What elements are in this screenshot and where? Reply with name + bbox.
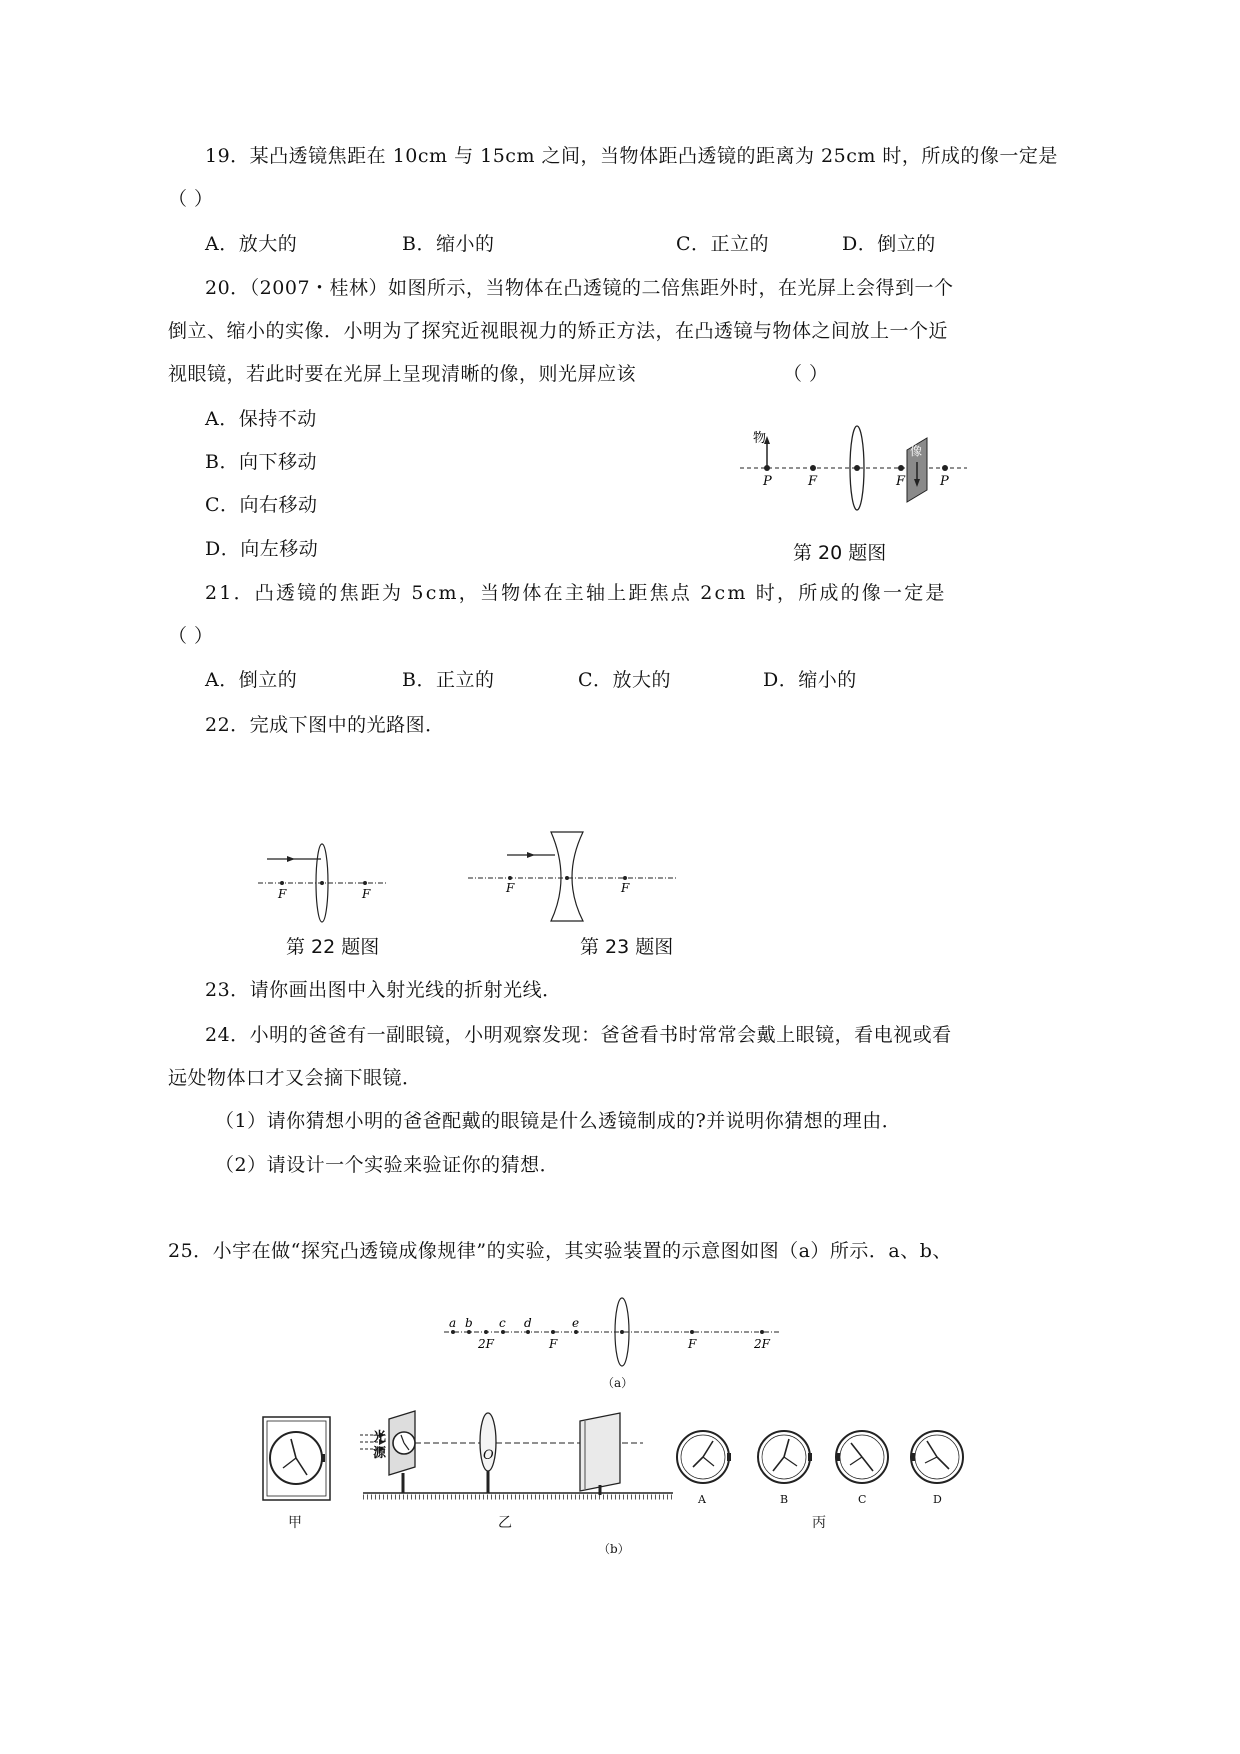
clock-option-b xyxy=(758,1431,812,1483)
incident-ray-arrow xyxy=(287,856,295,862)
figure-bing-label: 丙 xyxy=(812,1515,826,1531)
q24-sub-question-2: （2）请设计一个实验来验证你的猜想． xyxy=(215,1154,560,1176)
point-f-left xyxy=(508,876,512,880)
point-d xyxy=(526,1330,530,1334)
q25-figure-a xyxy=(440,1295,785,1370)
q25-figure-b xyxy=(255,1405,975,1545)
point-f-left xyxy=(551,1330,555,1334)
point-f-right xyxy=(690,1330,694,1334)
p-left-label: P xyxy=(763,474,772,489)
q25-figure-a-caption: （a） xyxy=(602,1376,634,1390)
q21-option-a: A．倒立的 xyxy=(205,669,298,691)
bench-screen xyxy=(580,1413,620,1495)
q20-stem-line2: 倒立、缩小的实像．小明为了探究近视眼视力的矫正方法，在凸透镜与物体之间放上一个近 xyxy=(168,320,949,342)
q20-option-c: C．向右移动 xyxy=(205,494,318,516)
q21-option-b: B．正立的 xyxy=(402,669,495,691)
figure-yi-label: 乙 xyxy=(498,1515,512,1531)
q24-sub-question-1: （1）请你猜想小明的爸爸配戴的眼镜是什么透镜制成的?并说明你猜想的理由． xyxy=(215,1110,902,1132)
f-right-label: F xyxy=(896,474,906,489)
point-p-right xyxy=(942,465,948,471)
q20-stem-line1: 20．（2007・桂林）如图所示，当物体在凸透镜的二倍焦距外时，在光屏上会得到一个 xyxy=(205,277,954,299)
figure-jia-label: 甲 xyxy=(288,1515,302,1531)
q20-figure-caption: 第 20 题图 xyxy=(793,542,887,564)
q19-stem: 19．某凸透镜焦距在 10cm 与 15cm 之间，当物体距凸透镜的距离为 25cm 时，所成的像一定是 xyxy=(205,145,1058,167)
q19-option-a: A．放大的 xyxy=(205,233,298,255)
point-a xyxy=(451,1330,455,1334)
label-f-left: F xyxy=(549,1337,558,1351)
q22-figure-caption: 第 22 题图 xyxy=(286,936,380,958)
lens-center xyxy=(620,1330,624,1334)
f-right-label: F xyxy=(621,881,630,895)
label-f-right: F xyxy=(688,1337,697,1351)
q23-stem: 23．请你画出图中入射光线的折射光线． xyxy=(205,979,562,1001)
image-label: 像 xyxy=(910,444,923,458)
lens-center xyxy=(565,876,569,880)
q24-stem-line1: 24．小明的爸爸有一副眼镜，小明观察发现：爸爸看书时常常会戴上眼镜，看电视或看 xyxy=(205,1024,952,1046)
point-p-left xyxy=(764,465,770,471)
label-b: b xyxy=(465,1316,473,1330)
clock-panel-jia xyxy=(263,1417,330,1500)
lens-o-label: O xyxy=(483,1448,494,1463)
q20-figure xyxy=(735,420,975,510)
q22-figure xyxy=(255,840,395,925)
point-f-right xyxy=(623,876,627,880)
clock-d-label: D xyxy=(933,1493,942,1506)
f-left-label: F xyxy=(506,881,515,895)
clock-option-d xyxy=(911,1431,963,1483)
q19-option-b: B．缩小的 xyxy=(402,233,495,255)
q25-figure-b-caption: （b） xyxy=(598,1542,630,1556)
clock-a-label: A xyxy=(698,1493,706,1506)
object-label: 物 xyxy=(753,431,767,446)
f-right-label: F xyxy=(362,887,371,901)
q20-option-d: D．向左移动 xyxy=(205,538,319,560)
point-2f-right xyxy=(760,1330,764,1334)
point-f-right xyxy=(363,881,367,885)
label-d: d xyxy=(524,1316,532,1330)
point-f-right xyxy=(898,465,904,471)
incident-ray-arrow xyxy=(527,852,535,858)
q20-option-b: B．向下移动 xyxy=(205,451,317,473)
lens-center xyxy=(320,881,324,885)
light-source-label-2: 源 xyxy=(373,1446,387,1461)
f-left-label: F xyxy=(808,474,818,489)
label-c: c xyxy=(499,1316,506,1330)
point-2f-left xyxy=(484,1330,488,1334)
q19-answer-bracket: （ ） xyxy=(168,188,214,210)
point-e xyxy=(574,1330,578,1334)
q20-stem-line3: 视眼镜，若此时要在光屏上呈现清晰的像，则光屏应该 xyxy=(168,363,637,385)
point-b xyxy=(467,1330,471,1334)
clock-b-label: B xyxy=(780,1493,789,1506)
label-2f-left: 2F xyxy=(478,1337,494,1351)
q21-option-d: D．缩小的 xyxy=(763,669,857,691)
q21-stem: 21．凸透镜的焦距为 5cm，当物体在主轴上距焦点 2cm 时，所成的像一定是 xyxy=(205,582,947,604)
q21-answer-bracket: （ ） xyxy=(168,625,214,647)
point-f-left xyxy=(810,465,816,471)
clock-c-label: C xyxy=(858,1493,867,1506)
light-source-label-1: 光 xyxy=(373,1430,387,1445)
q24-stem-line2: 远处物体口才又会摘下眼镜． xyxy=(168,1067,422,1089)
q19-option-d: D．倒立的 xyxy=(842,233,936,255)
label-a: a xyxy=(449,1316,457,1330)
q21-option-c: C．放大的 xyxy=(578,669,672,691)
q22-stem: 22．完成下图中的光路图． xyxy=(205,714,445,736)
point-f-left xyxy=(280,881,284,885)
f-left-label: F xyxy=(278,887,287,901)
q25-stem: 25．小宇在做“探究凸透镜成像规律”的实验，其实验装置的示意图如图（a）所示．a、b、 xyxy=(168,1240,952,1262)
q20-option-a: A．保持不动 xyxy=(205,408,317,430)
q19-option-c: C．正立的 xyxy=(676,233,770,255)
clock-option-c xyxy=(836,1431,888,1483)
label-e: e xyxy=(572,1316,580,1330)
p-right-label: P xyxy=(940,474,949,489)
q20-answer-bracket: （ ） xyxy=(783,363,829,385)
clock-option-a xyxy=(677,1431,731,1483)
q23-figure-caption: 第 23 题图 xyxy=(580,936,674,958)
lens-center xyxy=(854,465,860,471)
point-c xyxy=(501,1330,505,1334)
clock-object-on-stand xyxy=(389,1411,415,1493)
q23-figure xyxy=(465,830,680,925)
label-2f-right: 2F xyxy=(754,1337,770,1351)
